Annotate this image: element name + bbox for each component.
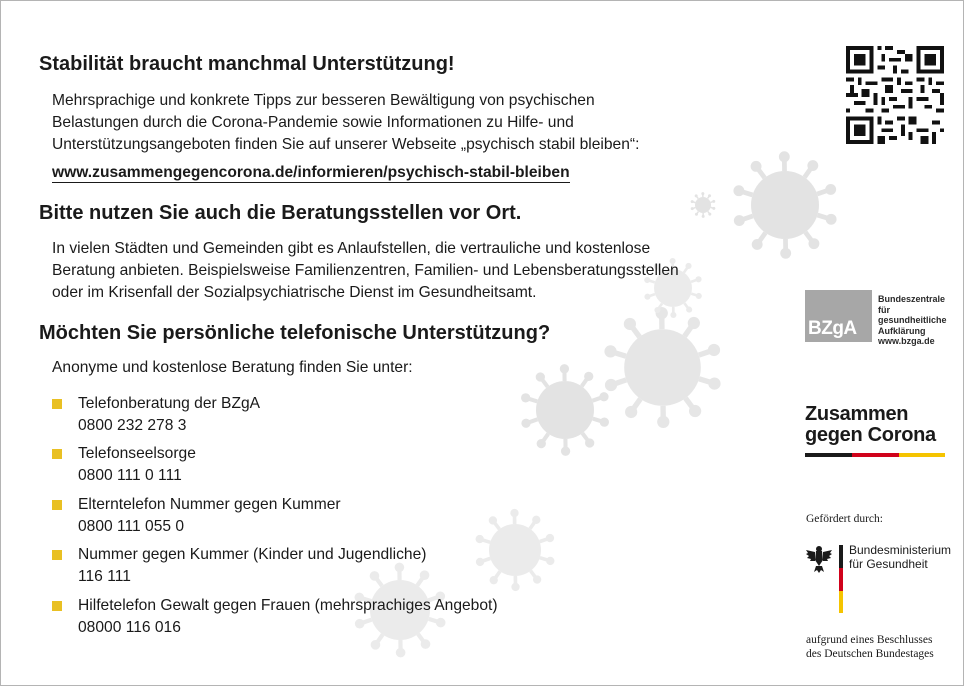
funding-label: Gefördert durch:	[806, 513, 883, 525]
heading-counseling: Bitte nutzen Sie auch die Beratungsstellen vor Ort.	[39, 202, 522, 224]
bzga-line: für	[878, 304, 890, 315]
bzga-caption	[878, 294, 947, 347]
campaign-line: gegen Corona	[805, 424, 936, 446]
bzga-line: gesundheitliche	[878, 315, 947, 325]
ministry-line: für Gesundheit	[849, 556, 928, 571]
ministry-line: Bundesministerium	[849, 543, 952, 557]
paragraph-counseling	[52, 238, 679, 304]
ministry-name	[849, 544, 951, 571]
hotline-title: Hilfetelefon Gewalt gegen Frauen (mehrsprachiges Angebot)	[78, 597, 498, 614]
virus-icon	[730, 150, 840, 260]
flag-stripe	[805, 453, 945, 457]
hotline-number[interactable]: 116 111	[78, 568, 131, 585]
hotline-title: Telefonseelsorge	[78, 445, 196, 462]
heading-stability: Stabilität braucht manchmal Unterstützung!	[39, 53, 455, 75]
intro-text	[52, 357, 413, 379]
federal-eagle-icon	[806, 544, 832, 574]
website-link[interactable]: www.zusammengegencorona.de/informieren/psychisch-stabil-bleiben	[52, 164, 570, 181]
hotline-title: Elterntelefon Nummer gegen Kummer	[78, 496, 341, 513]
bullet-icon	[52, 500, 62, 510]
bullet-icon	[52, 601, 62, 611]
virus-icon	[600, 305, 725, 430]
paragraph-line: Unterstützungsangeboten finden Sie auf unserer Webseite „psychisch stabil bleiben“:	[52, 136, 640, 153]
bzga-logo	[805, 290, 872, 342]
bzga-logo-text: BZgA	[808, 318, 857, 339]
hotline-title: Telefonberatung der BZgA	[78, 395, 261, 412]
paragraph-line: Mehrsprachige und konkrete Tipps zur besseren Bewältigung von psychischen	[52, 92, 595, 109]
hotline-title: Nummer gegen Kummer (Kinder und Jugendliche)	[78, 546, 427, 563]
hotline-number[interactable]: 0800 111 055 0	[78, 518, 185, 535]
virus-icon	[515, 360, 615, 460]
hotline-number[interactable]: 08000 116 016	[78, 619, 181, 636]
bzga-url[interactable]: www.bzga.de	[878, 336, 935, 346]
qr-code-icon[interactable]	[846, 46, 944, 144]
heading-phone-support: Möchten Sie persönliche telefonische Unterstützung?	[39, 322, 551, 344]
campaign-line: Zusammen	[805, 403, 909, 425]
campaign-logo	[805, 404, 936, 446]
virus-icon	[688, 190, 718, 220]
paragraph-tips	[52, 90, 639, 156]
intro-line: Anonyme und kostenlose Beratung finden Sie unter:	[52, 359, 413, 376]
ministry-flag-bar	[839, 545, 843, 613]
bullet-icon	[52, 449, 62, 459]
virus-icon	[470, 505, 560, 595]
bullet-icon	[52, 550, 62, 560]
hotline-number[interactable]: 0800 111 0 111	[78, 467, 182, 484]
resolution-line: des Deutschen Bundestages	[806, 648, 934, 660]
hotline-number[interactable]: 0800 232 278 3	[78, 417, 187, 434]
paragraph-line: In vielen Städten und Gemeinden gibt es Anlaufstellen, die vertrauliche und kostenlose	[52, 240, 651, 257]
paragraph-line: Beratung anbieten. Beispielsweise Familienzentren, Familien- und Lebensberatungsstellen	[52, 262, 679, 279]
paragraph-line: Belastungen durch die Corona-Pandemie sowie Informationen zu Hilfe- und	[52, 114, 574, 131]
paragraph-line: oder im Krisenfall der Sozialpsychiatrische Dienst im Gesundheitsamt.	[52, 284, 537, 301]
bzga-line: Aufklärung	[878, 325, 926, 336]
bullet-icon	[52, 399, 62, 409]
resolution-note	[806, 633, 934, 661]
resolution-line: aufgrund eines Beschlusses	[806, 634, 933, 646]
bzga-line: Bundeszentrale	[878, 294, 946, 304]
